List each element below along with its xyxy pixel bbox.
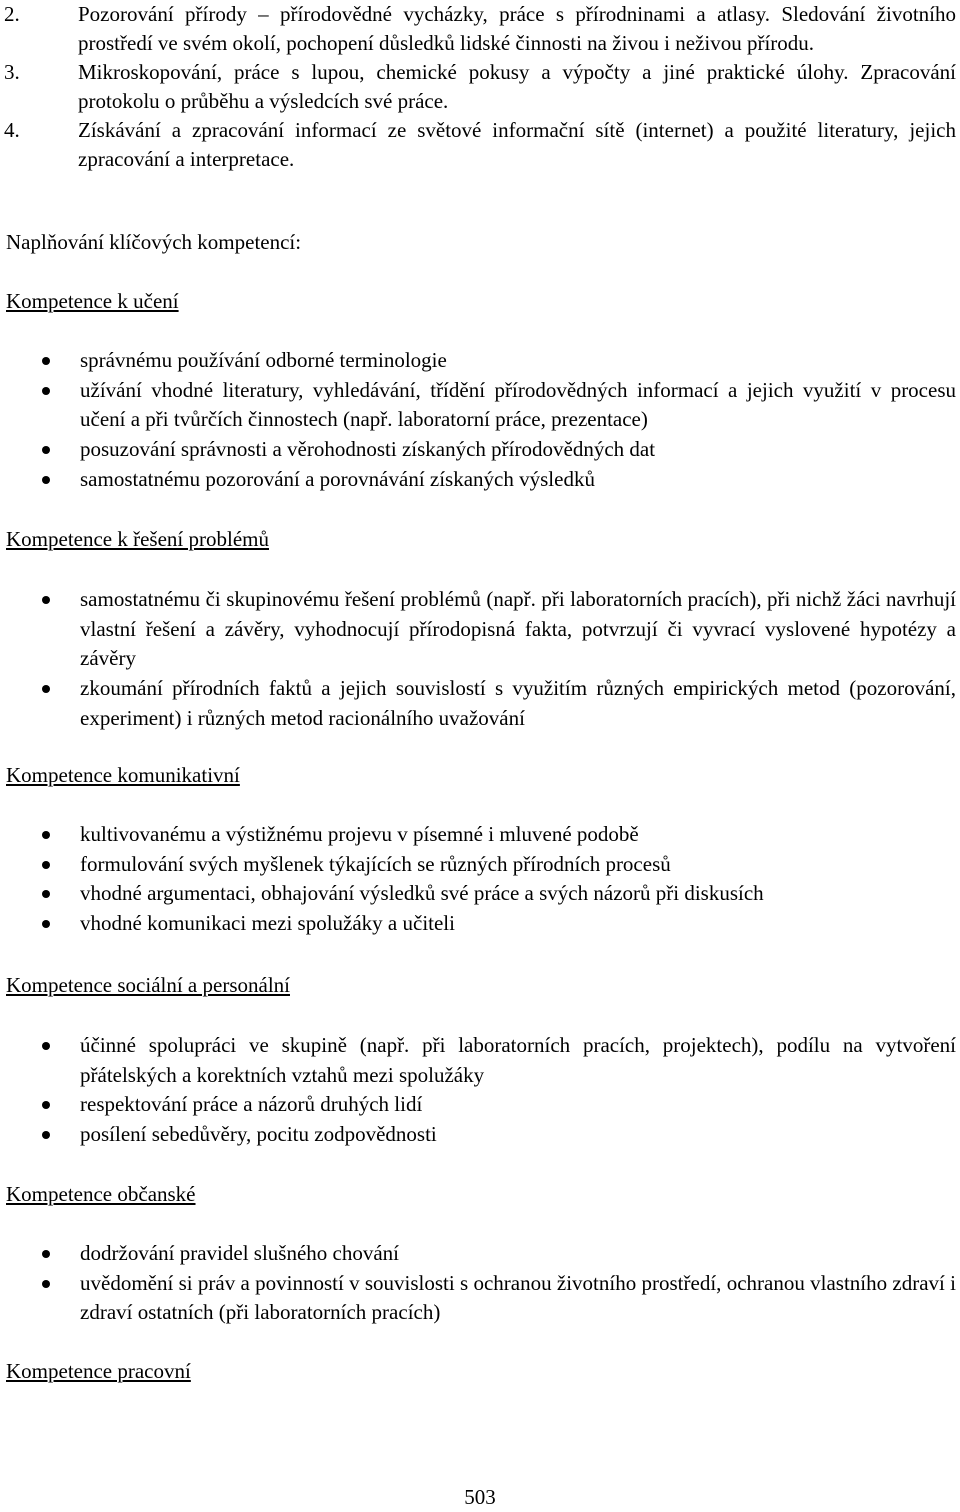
bullet-icon (42, 920, 50, 928)
bullet-icon (42, 831, 50, 839)
bullet-icon (42, 387, 50, 395)
list-item-text: samostatnému či skupinovému řešení problémů (např. při laboratorních pracích), při nichž žáci navrhují vlastní řešení a závěry, vyhodnocují přírodopisná fakta, potvrzují či vyvrací vyslovené hypotézy a závěry (80, 587, 956, 671)
section-title: Kompetence občanské (6, 1182, 196, 1206)
list-item (0, 1269, 956, 1328)
section-title: Kompetence k učení (6, 289, 179, 313)
item-number: 3. (4, 60, 20, 84)
list-item-text: dodržování pravidel slušného chování (80, 1241, 399, 1265)
list-item (0, 346, 956, 376)
section-title: Kompetence pracovní (6, 1359, 191, 1383)
bullet-icon (42, 861, 50, 869)
bullet-list (0, 346, 956, 495)
bullet-list (0, 820, 956, 939)
bullet-icon (42, 1250, 50, 1258)
list-item-text: samostatnému pozorování a porovnávání získaných výsledků (80, 466, 595, 491)
list-item (0, 1120, 956, 1150)
list-item (0, 879, 956, 909)
bullet-icon (42, 1280, 50, 1288)
item-text: Mikroskopování, práce s lupou, chemické pokusy a výpočty a jiné praktické úlohy. Zpracování protokolu o průběhu a výsledcích své práce. (78, 60, 956, 113)
bullet-list (0, 585, 956, 734)
item-number: 2. (4, 2, 20, 26)
bullet-icon (42, 446, 50, 454)
bullet-icon (42, 1131, 50, 1139)
list-item-text: uvědomění si práv a povinností v souvislosti s ochranou životního prostředí, ochranou vlastního zdraví i zdraví ostatních (při laboratorních pracích) (80, 1270, 956, 1325)
item-text: Pozorování přírody – přírodovědné vycházky, práce s přírodninami a atlasy. Sledování životního prostředí ve svém okolí, pochopení důsledků lidské činnosti na živou i neživou přírodu. (78, 2, 956, 55)
list-item-text: posuzování správnosti a věrohodnosti získaných přírodovědných dat (80, 437, 656, 462)
bullet-icon (42, 357, 50, 365)
bullet-icon (42, 1042, 50, 1050)
item-text: Získávání a zpracování informací ze světové informační sítě (internet) a použité literatury, jejich zpracování a interpretace. (78, 118, 956, 171)
bullet-list (0, 1031, 956, 1150)
list-item (0, 465, 956, 495)
section-title: Kompetence komunikativní (6, 763, 240, 787)
list-item (0, 850, 956, 880)
list-item-text: formulování svých myšlenek týkajících se různých přírodních procesů (80, 851, 671, 876)
list-item (0, 820, 956, 850)
list-item (0, 435, 956, 465)
list-item (0, 1090, 956, 1120)
numbered-item (4, 58, 956, 116)
bullet-icon (42, 890, 50, 898)
list-item (0, 585, 956, 674)
list-item (0, 1031, 956, 1090)
bullet-icon (42, 476, 50, 484)
list-item-text: posílení sebedůvěry, pocitu zodpovědnosti (80, 1122, 437, 1147)
list-item (0, 674, 956, 733)
bullet-list (0, 1239, 956, 1328)
bullet-icon (42, 685, 50, 693)
bullet-icon (42, 1101, 50, 1109)
numbered-item (4, 116, 956, 174)
section-title: Kompetence sociální a personální (6, 973, 290, 997)
list-item-text: vhodné komunikaci mezi spolužáky a učiteli (80, 911, 455, 936)
section-title: Kompetence k řešení problémů (6, 527, 269, 551)
numbered-list (4, 0, 956, 174)
list-item (0, 1239, 956, 1269)
competencies-heading: Naplňování klíčových kompetencí: (6, 230, 302, 254)
bullet-icon (42, 596, 50, 604)
numbered-item (4, 0, 956, 58)
page-number: 503 (464, 1485, 496, 1509)
list-item-text: správnému používání odborné terminologie (80, 348, 447, 372)
list-item-text: užívání vhodné literatury, vyhledávání, třídění přírodovědných informací a jejich využití v procesu učení a při tvůrčích činnostech (např. laboratorní práce, prezentace) (80, 377, 956, 432)
list-item (0, 376, 956, 435)
list-item-text: vhodné argumentaci, obhajování výsledků své práce a svých názorů při diskusích (80, 881, 764, 906)
list-item-text: respektování práce a názorů druhých lidí (80, 1092, 423, 1117)
list-item-text: účinné spolupráci ve skupině (např. při laboratorních pracích, projektech), podílu na vytvoření přátelských a korektních vztahů mezi spolužáky (80, 1033, 956, 1087)
list-item-text: zkoumání přírodních faktů a jejich souvislostí s využitím různých empirických metod (pozorování, experiment) i různých metod racionálního uvažování (80, 676, 956, 730)
item-number: 4. (4, 118, 20, 142)
list-item-text: kultivovanému a výstižnému projevu v písemné i mluvené podobě (80, 822, 639, 846)
list-item (0, 909, 956, 939)
